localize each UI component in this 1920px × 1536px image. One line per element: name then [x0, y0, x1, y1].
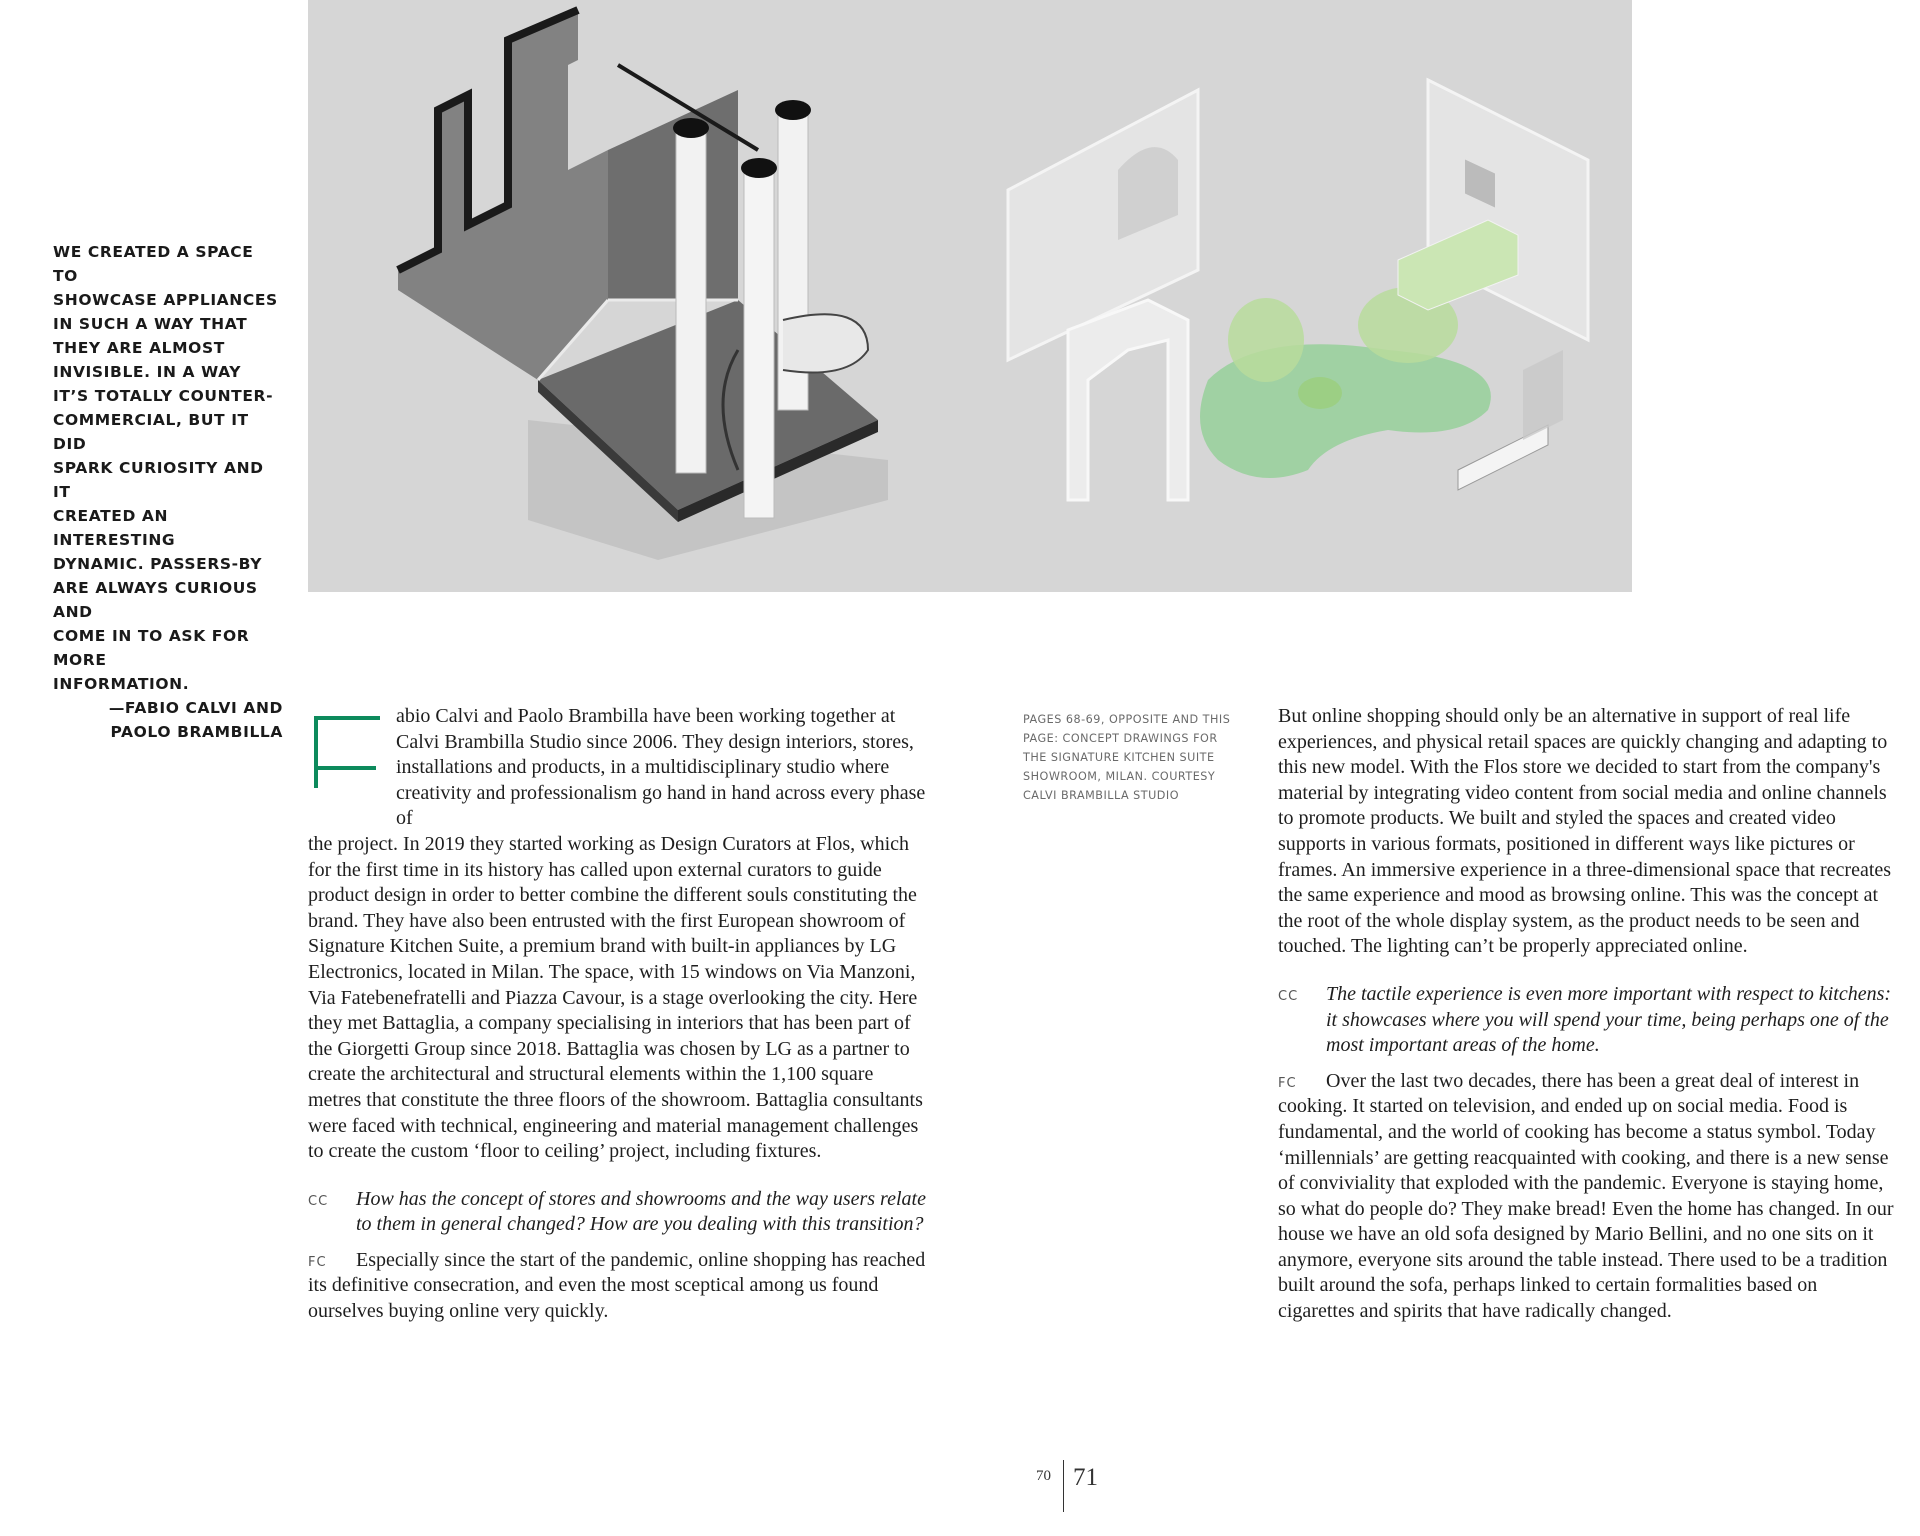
article-column-right — [1278, 704, 1894, 1325]
pull-quote-line: INFORMATION. — [53, 675, 190, 693]
speaker-tag: FC — [1278, 1075, 1297, 1091]
body-paragraph: the project. In 2019 they started working as Design Curators at Flos, which for the first time in its history has called upon external curators to guide product design in order to better combine the different souls constituting the brand. They have also been entrusted with the first European showroom of Signature Kitchen Suite, a premium brand with built-in appliances by LG Electronics, located in Milan. The space, with 15 windows on Via Manzoni, Via Fatebenefratelli and Piazza Cavour, is a stage overlooking the city. Here they met Battaglia, a company specialising in interiors that has been part of the Giorgetti Group since 2018. Battaglia was chosen by LG as a partner to create the architectural and structural elements within the 1,100 square metres that constitute the three floors of the showroom. Battaglia consultants were faced with technical, engineering and material management challenges to create the custom ‘floor to ceiling’ project, including fixtures. — [308, 832, 923, 1163]
isometric-showroom-drawing — [308, 0, 1632, 592]
pull-quote-line: INVISIBLE. IN A WAY — [53, 363, 242, 381]
pull-quote — [53, 240, 283, 744]
pull-quote-line: COME IN TO ASK FOR MORE — [53, 627, 250, 669]
pull-quote-line: WE CREATED A SPACE TO — [53, 243, 254, 285]
dropcap-f — [306, 712, 380, 788]
body-paragraph: But online shopping should only be an alternative in support of real life experiences, and physical retail spaces are quickly changing and adapting to this new model. With the Flos store we decided to start from the company's material by integrating video content from social media and online channels to promote products. We built and styled the spaces and created video supports in various formats, positioned in different ways like pictures or frames. An immersive experience in a three-dimensional space that recreates the same experience and mood as browsing online. This was the concept at the root of the whole display system, as the product needs to be seen and touched. The lighting can’t be properly appreciated online. — [1278, 705, 1892, 958]
answer-text: Especially since the start of the pandemic, online shopping has reached its definitive consecration, and even the most sceptical among us found ourselves buying online very quickly. — [308, 1248, 926, 1323]
speaker-tag: FC — [308, 1254, 327, 1270]
concept-illustration — [308, 0, 1632, 592]
pull-quote-line: SHOWCASE APPLIANCES — [53, 291, 278, 309]
speaker-tag: CC — [308, 1193, 329, 1209]
pull-quote-line: THEY ARE ALMOST — [53, 339, 225, 357]
pull-quote-line: DYNAMIC. PASSERS-BY — [53, 555, 263, 573]
pull-quote-line: ARE ALWAYS CURIOUS AND — [53, 579, 258, 621]
intro-paragraph — [308, 704, 928, 832]
image-caption: PAGES 68-69, OPPOSITE AND THIS PAGE: CONCEPT DRAWINGS FOR THE SIGNATURE KITCHEN SUITE SHOWROOM, MILAN. COURTESY CALVI BRAMBILLA STUDIO — [1023, 713, 1231, 802]
pull-quote-line: IT’S TOTALLY COUNTER- — [53, 387, 274, 405]
answer-block — [1278, 1069, 1894, 1325]
page-number-left: 70 — [1036, 1468, 1051, 1484]
folio-divider — [1063, 1460, 1064, 1512]
intro-text: abio Calvi and Paolo Brambilla have been working together at Calvi Brambilla Studio since 2006. They design interiors, stores, installations and products, in a multidisciplinary studio where creativity and professionalism go hand in hand across every phase of — [396, 705, 926, 830]
pull-quote-line: COMMERCIAL, BUT IT DID — [53, 411, 249, 453]
pull-quote-line: IN SUCH A WAY THAT — [53, 315, 248, 333]
question-block — [308, 1187, 928, 1238]
question-text: How has the concept of stores and showrooms and the way users relate to them in general changed? How are you dealing with this transition? — [356, 1187, 926, 1236]
pull-quote-attribution: —FABIO CALVI AND — [108, 699, 283, 717]
question-block — [1278, 982, 1894, 1059]
pull-quote-line: SPARK CURIOSITY AND IT — [53, 459, 264, 501]
pull-quote-line: CREATED AN INTERESTING — [53, 507, 176, 549]
speaker-tag: CC — [1278, 988, 1299, 1004]
pull-quote-attribution: PAOLO BRAMBILLA — [110, 723, 283, 741]
answer-text: Over the last two decades, there has been a great deal of interest in cooking. It started on television, and ended up on social media. Food is fundamental, and the world of cooking has become a status symbol. Today ‘millennials’ are getting reacquainted with cooking, and there is a new sense of conviviality that exploded with the pandemic. Everyone is staying home, so what do people do? They make bread! Even the home has changed. In our house we have an old sofa designed by Mario Bellini, and no one sits on it anymore, everyone sits around the table instead. There used to be a tradition built around the sofa, perhaps linked to certain formalities based on cigarettes and spirits that have radically changed. — [1278, 1069, 1894, 1323]
answer-block — [308, 1248, 928, 1325]
article-column-left — [308, 704, 928, 1325]
page-number-right: 71 — [1073, 1464, 1098, 1491]
question-text: The tactile experience is even more important with respect to kitchens: it showcases where you will spend your time, being perhaps one of the most important areas of the home. — [1326, 982, 1892, 1057]
